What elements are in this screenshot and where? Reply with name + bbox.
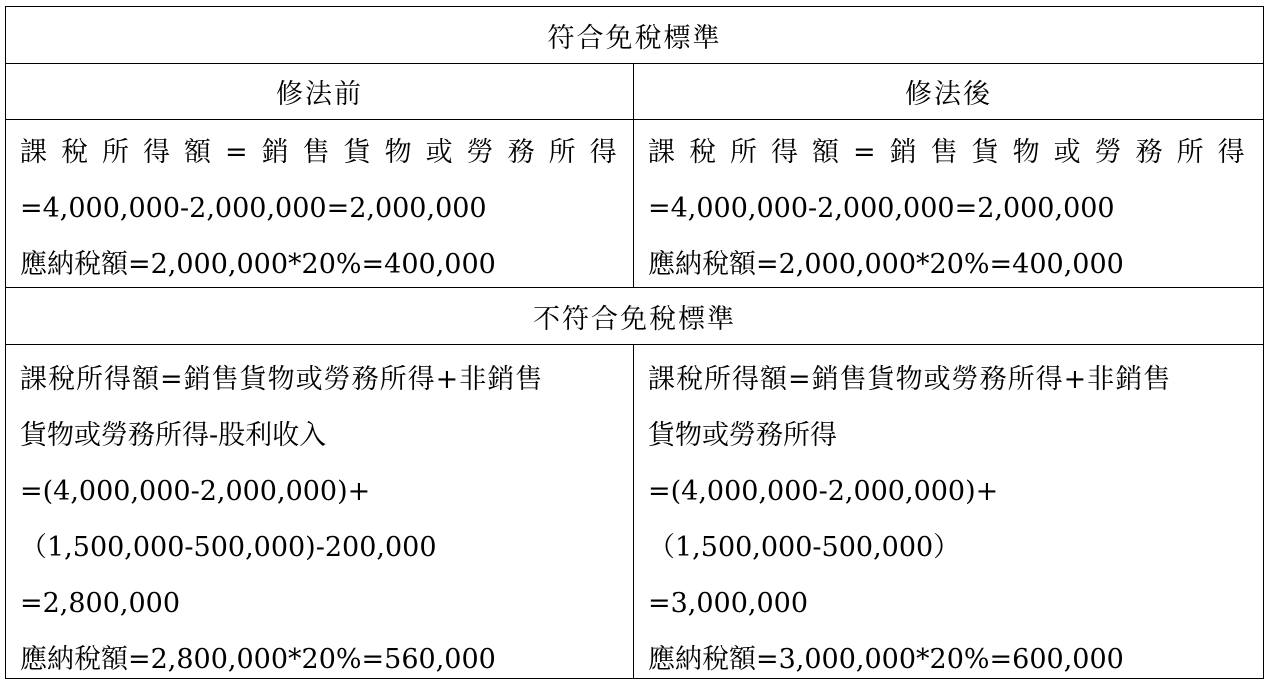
formula-line: 應納稅額=2,000,000*20%=400,000 [20,249,496,280]
formula-line: =4,000,000-2,000,000=2,000,000 [648,193,1115,224]
section-header-exempt-text: 符合免稅標準 [547,22,722,54]
formula-line: =4,000,000-2,000,000=2,000,000 [20,193,487,224]
section1-before-cell [20,120,630,287]
formula-line: 課稅所得額=銷售貨物或勞務所得 [648,137,1259,168]
column-divider [633,63,634,287]
column-header-after-text: 修法後 [905,79,992,110]
formula-line: 應納稅額=2,000,000*20%=400,000 [648,249,1124,280]
column-header-before-text: 修法前 [276,79,363,110]
column-header-after [634,64,1263,119]
formula-line: （1,500,000-500,000)-200,000 [20,532,437,563]
section2-before-cell [20,345,630,678]
section2-after-cell [648,345,1260,678]
section1-after-cell [648,120,1260,287]
formula-line: 課稅所得額=銷售貨物或勞務所得 [20,137,631,168]
tax-comparison-table [5,6,1264,679]
section-header-exempt [6,7,1263,63]
column-divider [633,344,634,678]
column-header-before [6,64,633,119]
formula-line: 應納稅額=2,800,000*20%=560,000 [20,644,496,675]
formula-line: 應納稅額=3,000,000*20%=600,000 [648,644,1124,675]
formula-line: =2,800,000 [20,588,181,619]
formula-line: 課稅所得額=銷售貨物或勞務所得+非銷售 [648,364,1172,395]
formula-line: 課稅所得額=銷售貨物或勞務所得+非銷售 [20,364,544,395]
formula-line: =(4,000,000-2,000,000)+ [20,476,371,507]
formula-line: （1,500,000-500,000） [648,532,961,563]
formula-line: 貨物或勞務所得-股利收入 [20,420,327,451]
formula-line: =(4,000,000-2,000,000)+ [648,476,999,507]
formula-line: 貨物或勞務所得 [648,420,837,451]
section-header-nonexempt-text: 不符合免稅標準 [533,303,736,335]
formula-line: =3,000,000 [648,588,809,619]
section-header-nonexempt [6,288,1263,344]
